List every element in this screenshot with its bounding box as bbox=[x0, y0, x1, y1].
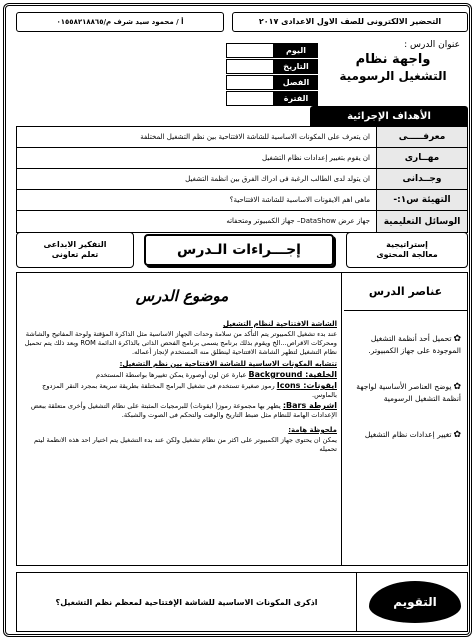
info-value bbox=[226, 43, 274, 58]
evaluation-section bbox=[16, 572, 468, 632]
objective-text: ان يتعرف على المكونات الاساسية للشاشة الافتتاحية بين نظم التشغيل المختلفة bbox=[17, 127, 377, 147]
strategy-label-1: إستراتيجية bbox=[386, 240, 428, 249]
element-item bbox=[344, 377, 467, 409]
prep-title: التحضير الالكترونى للصف الاول الاعدادى ٢٠١٧ bbox=[258, 17, 442, 26]
background-text: عبارة عن لون أوصورة يمكن تغييرها بواسطة المستخدم bbox=[95, 371, 247, 379]
info-row-class bbox=[226, 75, 318, 91]
info-value bbox=[226, 59, 274, 74]
info-row-date bbox=[226, 59, 318, 75]
objectives-heading: الأهداف الإجرائية bbox=[310, 106, 468, 126]
lesson-content bbox=[23, 317, 337, 455]
element-item bbox=[344, 329, 467, 361]
info-label: الفصل bbox=[274, 75, 318, 90]
info-label: التاريخ bbox=[274, 59, 318, 74]
star-icon: ✿ bbox=[453, 334, 461, 344]
evaluation-question: اذكرى المكونات الاساسية للشاشة الإفتتاحية لمعظم نظم التشغيل؟ bbox=[17, 573, 357, 631]
lesson-topic-logo: موضوع الدرس bbox=[135, 287, 229, 305]
lesson-title-line2: التشغيل الرسومية bbox=[339, 69, 447, 83]
info-value bbox=[226, 75, 274, 90]
objective-row-affective bbox=[17, 169, 467, 190]
objective-label: التهيئة س١:- bbox=[377, 190, 467, 210]
element-text: تغيير إعدادات نظام التشغيل bbox=[364, 430, 452, 439]
lesson-title-prefix: عنوان الدرس : bbox=[404, 40, 460, 50]
component-background bbox=[23, 370, 337, 380]
strategy-label-2: معالجة المحتوى bbox=[376, 250, 438, 259]
section-heading-startup: الشاشة الافتتاحية لنظام التشغيل bbox=[222, 320, 337, 328]
lesson-title-line1: واجهة نظام bbox=[355, 52, 431, 67]
evaluation-badge: التقويم bbox=[369, 581, 461, 623]
info-row-day bbox=[226, 43, 318, 59]
strategy-methods-box bbox=[16, 232, 134, 268]
objective-text: ان يتولد لدى الطالب الرغبة فى ادراك الفرق بين انظمة التشغيل bbox=[17, 169, 377, 189]
star-icon: ✿ bbox=[453, 382, 461, 392]
info-row-period bbox=[226, 91, 318, 107]
strategy-row bbox=[16, 232, 468, 268]
element-item bbox=[344, 425, 467, 445]
lesson-elements-column bbox=[344, 273, 467, 565]
lesson-plan-page bbox=[3, 3, 472, 637]
strategy-label-box bbox=[346, 232, 468, 268]
strategy-method-2: تعلم تعاونى bbox=[51, 250, 99, 259]
icons-text: رموز صغيرة تستخدم فى تشغيل البرامج المختلفة بطريقة سريعة بمجرد النقر المزدوج بالماوس. bbox=[42, 382, 337, 399]
objective-label: الوسائل التعليمية bbox=[377, 211, 467, 232]
info-table bbox=[226, 43, 318, 107]
paragraph-startup: عند بدء تشغيل الكمبيوتر يتم التأكد من سلامة وحدات الجهاز الاساسية مثل الذاكرة المؤقتة ولوحة المفاتيح والشاشة ومحركات الاقراص...الخ ويقوم بذلك برنامج يسمى برنامج الفحص الذاتى بالذاكرة الدائمة ROM وبعد ذلك يتم تحميل نظام التشغيل لتظهر الشاشة الافتتاحية لينطلق منه المستخدم لإنجاز أعماله. bbox=[24, 330, 337, 356]
objectives-table bbox=[16, 126, 468, 233]
star-icon: ✿ bbox=[453, 430, 461, 440]
component-icons bbox=[23, 381, 337, 400]
background-label: الخلفية: Background bbox=[248, 370, 337, 379]
lesson-title bbox=[318, 40, 468, 100]
note-heading: ملحوظة هامة: bbox=[288, 426, 337, 434]
element-text: يوضح العناصر الأساسية لواجهة أنظمة التشغيل الرسومية bbox=[356, 382, 461, 403]
teacher-name: أ / محمود سيد شرف م/٠١٥٥٨٢١٨٨٦٥ bbox=[56, 17, 184, 26]
prep-title-box bbox=[232, 12, 468, 32]
component-bars bbox=[23, 401, 337, 420]
objective-text: جهاز عرض DataShow– جهاز الكمبيوتر ومتحفاته bbox=[17, 211, 377, 232]
info-label: الفترة bbox=[274, 91, 318, 106]
icons-label: ايقونات: Icons bbox=[276, 381, 337, 390]
objective-text: ان يقوم بتغيير إعدادات نظام التشغيل bbox=[17, 148, 377, 168]
lesson-procedures-banner: إجـــراءات الـدرس bbox=[144, 234, 334, 266]
teacher-box bbox=[16, 12, 224, 32]
objective-row-skill bbox=[17, 148, 467, 169]
objective-row-aids bbox=[17, 211, 467, 232]
note-text: يمكن ان يحتوى جهاز الكمبيوتر على اكثر من نظام تشغيل ولكن عند بدء التشغيل يتم اختيار احد هذه الانظمة ليتم تحميله bbox=[33, 436, 337, 453]
objective-row-warmup bbox=[17, 190, 467, 211]
objective-text: ماهى اهم الايقونات الاساسية للشاشة الافتتاحية؟ bbox=[17, 190, 377, 210]
info-label: اليوم bbox=[274, 43, 318, 58]
element-text: تحميل أحد أنظمة التشغيل الموجودة على جهاز الكمبيوتر. bbox=[368, 334, 461, 355]
bars-text: يظهر بها مجموعة رموز( ايقونات) للبرمجيات المثبتة على نظام التشغيل وأخرى متعلقة ببعض الإعدادات الهامة للنظام مثل ضبط التاريخ والوقت والتحكم فى الصوت والشبكة. bbox=[30, 402, 337, 419]
objective-row-knowledge bbox=[17, 127, 467, 148]
objective-label: معرفـــــى bbox=[377, 127, 467, 147]
lesson-main bbox=[16, 272, 468, 566]
strategy-method-1: التفكير الابداعى bbox=[43, 240, 107, 249]
elements-heading: عناصر الدرس bbox=[344, 273, 467, 311]
objective-label: مهــارى bbox=[377, 148, 467, 168]
info-value bbox=[226, 91, 274, 106]
lesson-content-column bbox=[17, 273, 342, 565]
bars-label: اشرطة Bars: bbox=[282, 401, 337, 410]
objective-label: وجــدانى bbox=[377, 169, 467, 189]
section-heading-components: تتشابه المكونات الاساسية للشاشة الافتتاحية بين نظم التشغيل: bbox=[119, 360, 337, 368]
